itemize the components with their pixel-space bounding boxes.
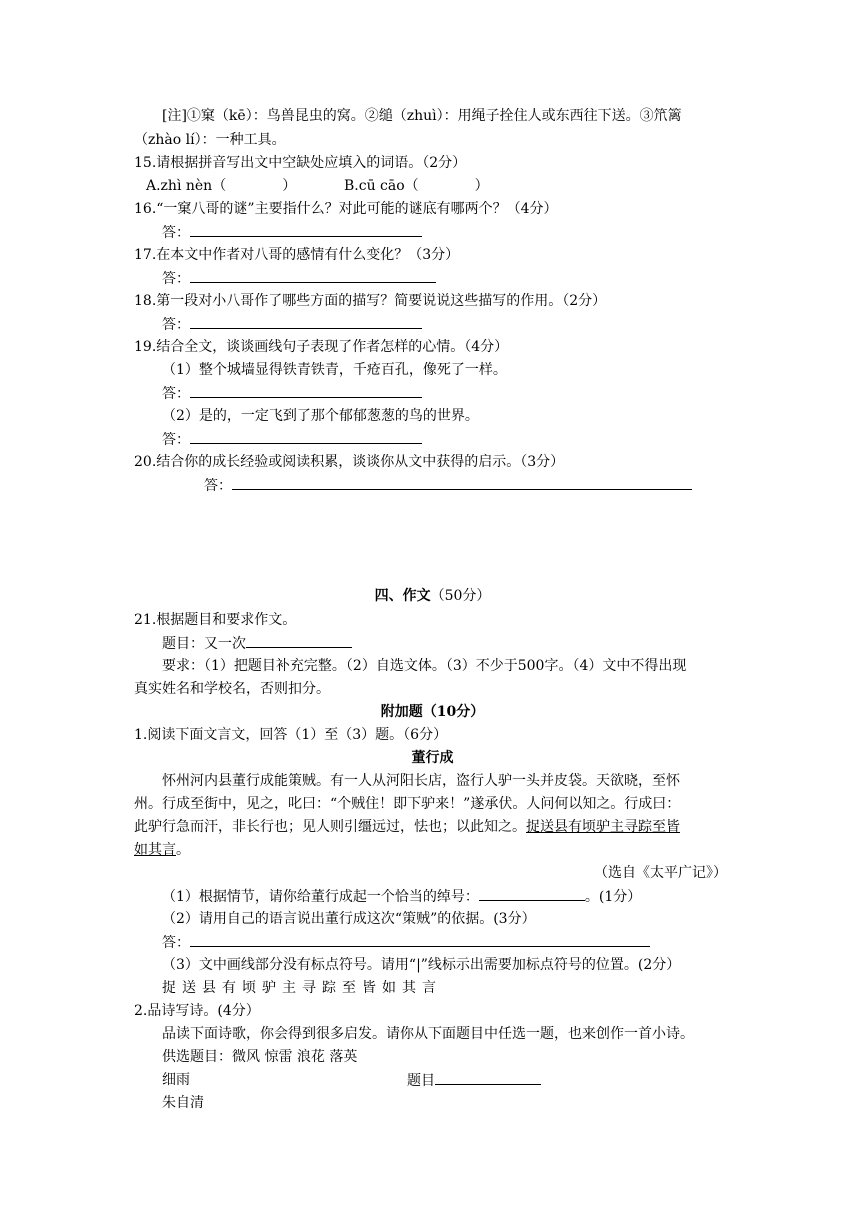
- answer-19-2[interactable]: [162, 429, 422, 449]
- bonus-1: 1.阅读下面文言文，回答（1）至（3）题。（6分）: [134, 727, 448, 743]
- underlined-text: 捉送县有顷驴主寻踪至皆: [526, 819, 680, 835]
- passage-text: 。: [176, 842, 190, 858]
- question-18: 18.第一段对小八哥作了哪些方面的描写？简要说说这些描写的作用。（2分）: [134, 293, 607, 309]
- question-21-topic[interactable]: [162, 633, 352, 653]
- answer-blank[interactable]: [190, 429, 422, 444]
- poem-title: 细雨: [162, 1072, 190, 1088]
- poem-author: 朱自清: [162, 1095, 204, 1111]
- answer-20[interactable]: [204, 475, 692, 495]
- underlined-text: 如其言: [134, 842, 176, 858]
- answer-label: 答：: [162, 386, 190, 402]
- title-blank[interactable]: [435, 1070, 541, 1085]
- topic-label: 题目：又一次: [162, 636, 246, 652]
- question-19-2: （2）是的，一定飞到了那个郁郁葱葱的鸟的世界。: [162, 408, 479, 424]
- question-21-req-1: 要求：（1）把题目补充完整。（2）自选文体。（3）不少于500字。（4）文中不得出现: [162, 658, 687, 674]
- q1-score: 。(1分）: [584, 889, 642, 905]
- bonus-1-source: （选自《太平广记》）: [594, 865, 727, 881]
- section-4-heading: [0, 586, 865, 606]
- poem-title-field[interactable]: [407, 1070, 541, 1090]
- question-19-1: （1）整个城墙显得铁青铁青，千疮百孔，像死了一样。: [162, 362, 507, 378]
- question-16: 16.“一窠八哥的谜”主要指什么？对此可能的谜底有哪两个？（4分）: [134, 201, 558, 217]
- bonus-1-q2: （2）请用自己的语言说出董行成这次“策贼”的依据。(3分）: [162, 911, 536, 927]
- question-15-a: A.zhì nèn（ ）: [146, 178, 297, 194]
- answer-bonus-1-q2[interactable]: [162, 932, 650, 952]
- question-17: 17.在本文中作者对八哥的感情有什么变化？（3分）: [134, 247, 460, 263]
- bonus-2-instruction: 品读下面诗歌，你会得到很多启发。请你从下面题目中任选一题，也来创作一首小诗。: [162, 1026, 694, 1042]
- bonus-1-q3-text[interactable]: 捉送县有顷驴主寻踪至皆如其言: [162, 980, 442, 996]
- note-line-1: [注]①窠（kē）：鸟兽昆虫的窝。②缒（zhuì）：用绳子拴住人或东西往下送。③笊篱: [162, 108, 682, 124]
- answer-label: 答：: [162, 317, 190, 333]
- answer-label: 答：: [162, 432, 190, 448]
- bonus-1-passage-line-2: 州。行成至街中，见之，叱曰：“个贼住！即下驴来！”遂承伏。人问何以知之。行成曰：: [134, 796, 681, 812]
- bonus-1-q3: （3）文中画线部分没有标点符号。请用“|”线标示出需要加标点符号的位置。(2分）: [162, 957, 681, 973]
- answer-blank[interactable]: [232, 475, 692, 490]
- answer-16[interactable]: [162, 222, 422, 242]
- bonus-1-passage-title: 董行成: [411, 750, 454, 766]
- answer-label: 答：: [162, 271, 190, 287]
- answer-blank[interactable]: [190, 932, 650, 947]
- bonus-2-topics: 供选题目：微风 惊雷 浪花 落英: [162, 1049, 358, 1065]
- title-label: 题目: [407, 1073, 435, 1089]
- answer-blank[interactable]: [190, 314, 422, 329]
- question-20: 20.结合你的成长经验或阅读积累，谈谈你从文中获得的启示。（3分）: [134, 454, 565, 470]
- passage-text: 此驴行急而汗，非长行也；见人则引缰远过，怯也；以此知之。: [134, 819, 526, 835]
- answer-label: 答：: [162, 225, 190, 241]
- bonus-1-passage-line-4: [134, 840, 190, 860]
- answer-19-1[interactable]: [162, 383, 422, 403]
- question-15-b: B.cū cāo（ ）: [344, 178, 489, 194]
- answer-18[interactable]: [162, 314, 422, 334]
- question-21: 21.根据题目和要求作文。: [134, 612, 297, 628]
- section-4-score: （50分）: [430, 588, 491, 604]
- q1-text: （1）根据情节，请你给董行成起一个恰当的绰号：: [162, 889, 479, 905]
- question-21-req-2: 真实姓名和学校名，否则扣分。: [134, 681, 330, 697]
- question-15: 15.请根据拼音写出文中空缺处应填入的词语。（2分）: [134, 155, 467, 171]
- section-4-title: 四、作文: [374, 588, 431, 604]
- answer-blank[interactable]: [190, 268, 436, 283]
- answer-17[interactable]: [162, 268, 436, 288]
- bonus-1-q1[interactable]: [162, 886, 641, 906]
- topic-blank[interactable]: [246, 633, 352, 648]
- note-line-2: （zhào lí）：一种工具。: [134, 132, 286, 148]
- answer-blank[interactable]: [190, 383, 422, 398]
- answer-blank[interactable]: [190, 222, 422, 237]
- answer-label: 答：: [162, 935, 190, 951]
- answer-label: 答：: [204, 478, 232, 494]
- bonus-1-passage-line-3: [134, 817, 680, 837]
- bonus-2: 2.品诗写诗。(4分）: [134, 1003, 260, 1019]
- nickname-blank[interactable]: [479, 886, 585, 901]
- question-19: 19.结合全文，谈谈画线句子表现了作者怎样的心情。（4分）: [134, 339, 509, 355]
- bonus-1-passage-line-1: 怀州河内县董行成能策贼。有一人从河阳长店，盗行人驴一头并皮袋。天欲晓，至怀: [162, 773, 680, 789]
- bonus-title: 附加题（10分）: [380, 704, 485, 720]
